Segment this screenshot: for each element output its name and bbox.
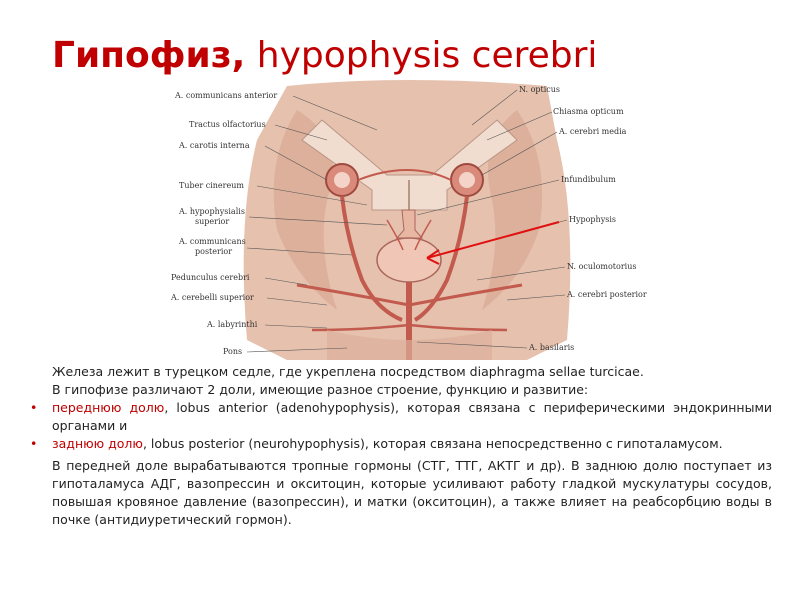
intro-line-1: Железа лежит в турецком седле, где укреплена посредством diaphragma sellae turcicae. bbox=[52, 364, 644, 379]
label-n-opticus: N. opticus bbox=[519, 85, 561, 94]
label-tractus-olfactorius: Tractus olfactorius bbox=[189, 120, 266, 129]
label-a-carotis-interna: A. carotis interna bbox=[179, 141, 250, 150]
bullet-posterior-lobe bbox=[30, 435, 772, 453]
bullet-anterior-lobe bbox=[30, 399, 772, 435]
label-infundibulum: Infundibulum bbox=[561, 175, 616, 184]
label-n-oculomotorius: N. oculomotorius bbox=[567, 262, 637, 271]
label-a-hypophysialis: A. hypophysialis bbox=[179, 207, 245, 216]
title-russian: Гипофиз, bbox=[52, 35, 246, 76]
label-a-basilaris: A. basilaris bbox=[529, 343, 575, 352]
label-a-communicans-posterior: A. communicans bbox=[179, 237, 246, 246]
term-anterior-lobe: переднюю долю bbox=[52, 400, 165, 415]
label-chiasma-opticum: Chiasma opticum bbox=[553, 107, 624, 116]
bullet-dot: • bbox=[30, 400, 38, 415]
label-a-labyrinthi: A. labyrinthi bbox=[207, 320, 258, 329]
label-superior: superior bbox=[195, 217, 230, 226]
slide-title bbox=[52, 34, 597, 78]
closing-paragraph: В передней доле вырабатываются тропные гормоны (СТГ, ТТГ, АКТГ и др). В заднюю долю поступает из гипоталамуса АДГ, вазопрессин и окситоцин, которые усиливают работу гладкой мускулатуры сосудов, повышая кровяное давление (вазопрессин), и матки (окситоцин), а также влияет на реабсорбцию воды в почке (антидиуретический гормон). bbox=[52, 458, 772, 527]
label-pedunculus-cerebri: Pedunculus cerebri bbox=[171, 273, 250, 282]
bullet-anterior-text: , lobus anterior (adenohypophysis), которая связана с периферическими эндокринными органами и bbox=[52, 400, 773, 433]
slide-body bbox=[30, 363, 772, 529]
label-a-communicans-anterior: A. communicans anterior bbox=[175, 91, 278, 100]
label-pons: Pons bbox=[223, 347, 243, 356]
intro-line-2: В гипофизе различают 2 доли, имеющие разное строение, функцию и развитие: bbox=[52, 382, 589, 397]
term-posterior-lobe: заднюю долю bbox=[52, 436, 143, 451]
label-hypophysis: Hypophysis bbox=[569, 215, 616, 224]
bullet-dot: • bbox=[30, 436, 38, 451]
label-a-cerebelli-superior: A. cerebelli superior bbox=[171, 293, 254, 302]
anatomy-illustration bbox=[147, 80, 659, 360]
label-a-cerebri-media: A. cerebri media bbox=[559, 127, 627, 136]
bullet-posterior-text: , lobus posterior (neurohypophysis), которая связана непосредственно с гипоталамусом. bbox=[142, 436, 723, 451]
label-a-cerebri-posterior: A. cerebri posterior bbox=[567, 290, 647, 299]
label-posterior: posterior bbox=[195, 247, 233, 256]
title-latin: hypophysis cerebri bbox=[245, 35, 598, 76]
label-tuber-cinereum: Tuber cinereum bbox=[179, 181, 244, 190]
